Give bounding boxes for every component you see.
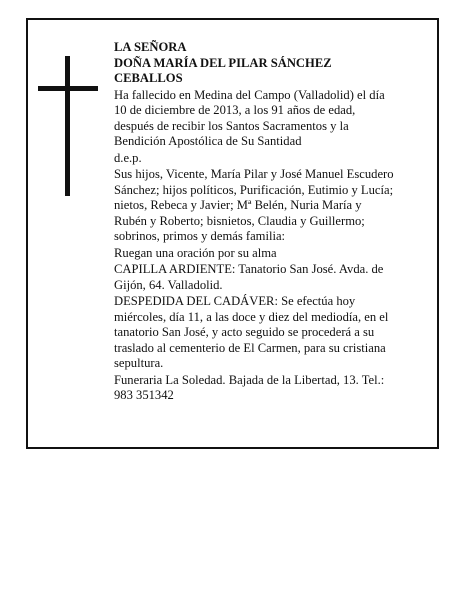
chapel-line-1: CAPILLA ARDIENTE: Tanatorio San José. Avda. de (114, 262, 384, 276)
cross-vertical-bar (65, 56, 70, 196)
cross-horizontal-bar (38, 86, 98, 91)
family-line-3: nietos, Rebeca y Javier; Mª Belén, Nuria María y (114, 198, 362, 212)
death-announcement-line-4: Bendición Apostólica de Su Santidad (114, 134, 302, 148)
family-line-1: Sus hijos, Vicente, María Pilar y José Manuel Escudero (114, 167, 394, 181)
death-announcement-line-3: después de recibir los Santos Sacramentos y la (114, 118, 349, 133)
latin-cross-icon (38, 56, 98, 196)
funeral-home-line-1: Funeraria La Soledad. Bajada de la Libertad, 13. Tel.: (114, 372, 385, 387)
family-line-2: Sánchez; hijos políticos, Purificación, Eutimio y Lucía; (114, 182, 394, 197)
chapel-line-2: Gijón, 64. Valladolid. (114, 277, 223, 292)
death-announcement-line-2: 10 de diciembre de 2013, a los 91 años de edad, (114, 103, 356, 117)
family-line-5: sobrinos, primos y demás familia: (114, 229, 286, 243)
farewell-line-3: tanatorio San José, y acto seguido se procederá a su (114, 325, 375, 339)
farewell-line-1: DESPEDIDA DEL CADÁVER: Se efectúa hoy (114, 294, 356, 308)
obituary-text (114, 40, 424, 404)
prayer-request-line: Ruegan una oración por su alma (114, 245, 277, 260)
farewell-line-4: traslado al cementerio de El Carmen, para su cristiana (114, 340, 386, 355)
rest-in-peace-line: d.e.p. (114, 150, 142, 165)
farewell-line-5: sepultura. (114, 356, 164, 370)
family-line-4: Rubén y Roberto; bisnietos, Claudia y Guillermo; (114, 213, 365, 228)
deceased-name-line-1: DOÑA MARÍA DEL PILAR SÁNCHEZ (114, 55, 332, 70)
honorific-line: LA SEÑORA (114, 40, 187, 54)
death-announcement-line-1: Ha fallecido en Medina del Campo (Valladolid) el día (114, 87, 385, 102)
farewell-line-2: miércoles, día 11, a las doce y diez del mediodía, en el (114, 309, 389, 324)
deceased-name-line-2: CEBALLOS (114, 71, 183, 85)
funeral-home-line-2: 983 351342 (114, 388, 174, 402)
